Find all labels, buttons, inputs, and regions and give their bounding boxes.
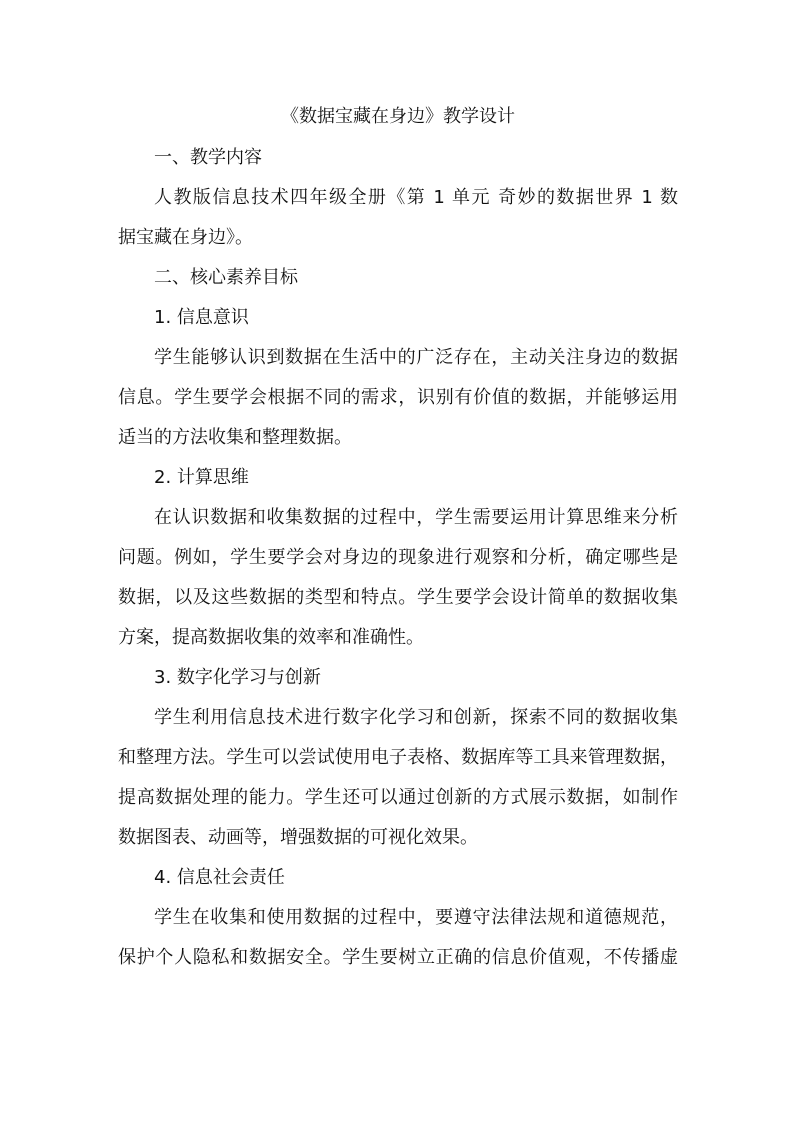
subsection-heading-digital-learning: 3. 数字化学习与创新 [154, 667, 321, 688]
subsection-heading-computational-thinking: 2. 计算思维 [154, 467, 249, 488]
paragraph-line: 问题。例如，学生要学会对身边的现象进行观察和分析，确定哪些是 [118, 547, 678, 568]
paragraph-line: 和整理方法。学生可以尝试使用电子表格、数据库等工具来管理数据， [118, 747, 678, 768]
document-title: 《数据宝藏在身边》教学设计 [281, 106, 515, 127]
paragraph-line: 学生能够认识到数据在生活中的广泛存在，主动关注身边的数据 [154, 347, 678, 368]
paragraph-line: 提高数据处理的能力。学生还可以通过创新的方式展示数据，如制作 [118, 787, 678, 808]
paragraph-line: 保护个人隐私和数据安全。学生要树立正确的信息价值观，不传播虚 [118, 947, 678, 968]
section-heading-content: 一、教学内容 [154, 147, 262, 168]
paragraph-line: 适当的方法收集和整理数据。 [118, 427, 352, 448]
paragraph-line: 信息。学生要学会根据不同的需求，识别有价值的数据，并能够运用 [118, 387, 678, 408]
paragraph-line: 方案，提高数据收集的效率和准确性。 [118, 627, 424, 648]
paragraph-line: 学生利用信息技术进行数字化学习和创新，探索不同的数据收集 [154, 707, 678, 728]
subsection-heading-info-awareness: 1. 信息意识 [154, 307, 249, 328]
subsection-heading-social-responsibility: 4. 信息社会责任 [154, 867, 285, 888]
paragraph-line: 数据图表、动画等，增强数据的可视化效果。 [118, 827, 478, 848]
paragraph-line: 据宝藏在身边》。 [118, 227, 253, 248]
section-heading-goals: 二、核心素养目标 [154, 267, 298, 288]
paragraph-line: 学生在收集和使用数据的过程中，要遵守法律法规和道德规范， [154, 907, 678, 928]
paragraph-line: 人教版信息技术四年级全册《第 1 单元 奇妙的数据世界 1 数 [154, 187, 678, 208]
paragraph-line: 数据，以及这些数据的类型和特点。学生要学会设计简单的数据收集 [118, 587, 678, 608]
document-body [118, 96, 678, 978]
paragraph-line: 在认识数据和收集数据的过程中，学生需要运用计算思维来分析 [154, 507, 678, 528]
